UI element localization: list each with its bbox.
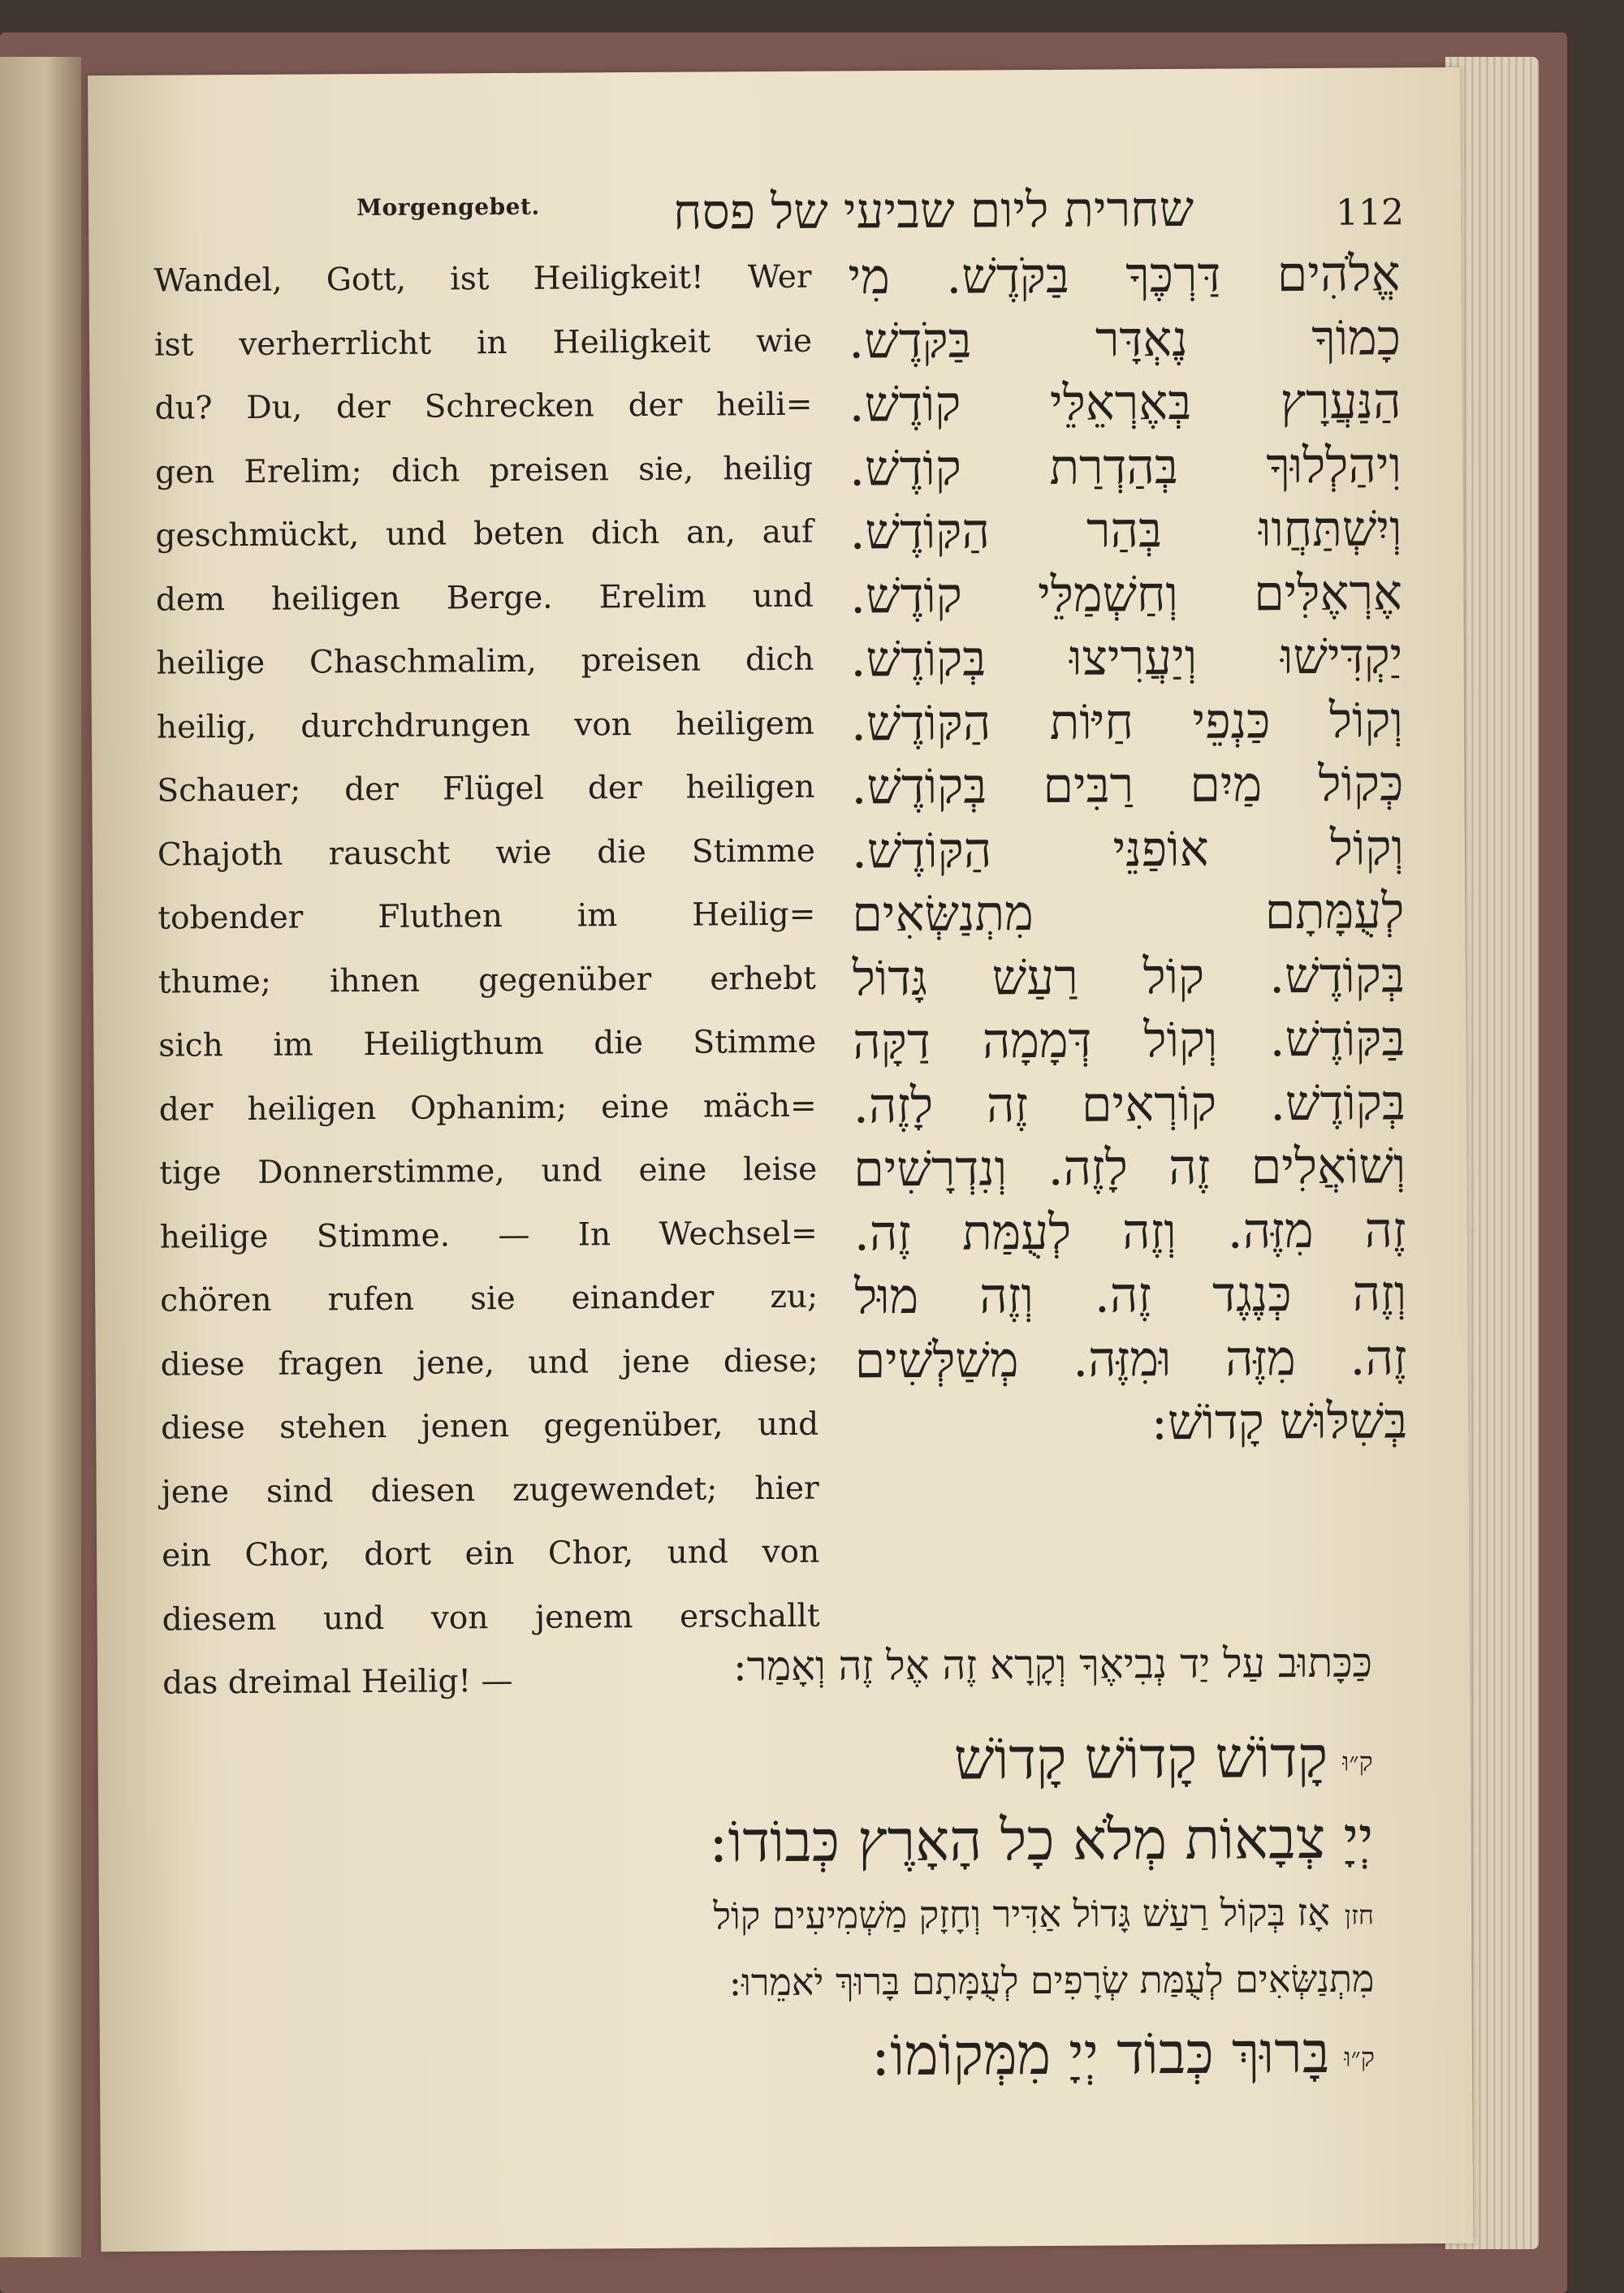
german-line: das dreimal Heilig! — bbox=[162, 1663, 513, 1702]
congregation-marker: ק״וּ bbox=[1344, 2041, 1376, 2073]
hebrew-line: וְקוֹל אוֹפַנֵּי הַקּוֹדֶשׁ. bbox=[851, 818, 1405, 879]
german-line: diese fragen jene, und jene diese; bbox=[160, 1342, 818, 1384]
kedusha-text: בָּרוּךְ כְּבוֹד יְיָ מִמְּקוֹמוֹ: bbox=[870, 2019, 1330, 2089]
german-line: ist verherrlicht in Heiligkeit wie bbox=[153, 322, 813, 364]
kedusha-line-tzevaot: יְיָ צְבָאוֹת מְלֹא כָל הָאָרֶץ כְּבוֹדוֹ: bbox=[708, 1804, 1374, 1876]
kedusha-block bbox=[292, 1717, 1375, 2100]
kedusha-text: אָז בְּקוֹל רַעַשׁ גָּדוֹל אַדִּיר וְחָזָק מַשְׁמִיעִים קוֹל bbox=[713, 1889, 1331, 1938]
german-line: der heiligen Ophanim; eine mäch= bbox=[158, 1087, 817, 1129]
german-line: chören rufen sie einander zu; bbox=[160, 1278, 818, 1319]
german-line: jene sind diesen zugewendet; hier bbox=[161, 1470, 819, 1511]
congregation-marker: ק״וּ bbox=[1342, 1746, 1373, 1777]
hebrew-line: וְיִשְׁתַּחֲווּ בְּהַר הַקּוֹדֶשׁ. bbox=[849, 500, 1402, 561]
kedusha-line-baruch bbox=[295, 2012, 1376, 2100]
hebrew-line: וְשׁוֹאֲלִים זֶה לָזֶה. וְנִדְרָשִׁים bbox=[853, 1138, 1406, 1198]
german-line: heilige Chaschmalim, preisen dich bbox=[156, 641, 814, 682]
hebrew-line: וְזֶה כְּנֶגֶד זֶה. וְזֶה מוּל bbox=[854, 1265, 1407, 1326]
hebrew-line: זֶה מִזֶּה. וְזֶה לְעֻמַּת זֶה. bbox=[853, 1201, 1406, 1262]
hebrew-prayer-column bbox=[848, 242, 1407, 1457]
german-line: dem heiligen Berge. Erelim und bbox=[155, 577, 814, 619]
left-page-edge bbox=[0, 57, 81, 2257]
hebrew-line: אֶרְאֶלִּים וְחַשְׁמַלֵּי קוֹדֶשׁ. bbox=[849, 564, 1403, 624]
german-line: tige Donnerstimme, und eine leise bbox=[159, 1151, 818, 1192]
german-line: diesem und von jenem erschallt bbox=[162, 1597, 820, 1639]
german-translation-column bbox=[153, 246, 820, 1716]
page-number: 112 bbox=[1335, 192, 1405, 234]
hebrew-line: לְעֻמָּתָם מִתְנַשְּׂאִים bbox=[852, 883, 1405, 944]
hebrew-line: וְקוֹל כַּנְפֵי חַיּוֹת הַקּוֹדֶשׁ. bbox=[850, 691, 1404, 752]
chazzan-marker: חזן bbox=[1344, 1899, 1374, 1931]
hebrew-line: הַנַּעֲרָץ בְּאֶרְאֵלֵּי קוֹדֶשׁ. bbox=[849, 373, 1402, 434]
german-line: heilige Stimme. — In Wechsel= bbox=[159, 1215, 818, 1256]
kedusha-line-kadosh bbox=[292, 1717, 1373, 1804]
hebrew-line: כְּקוֹל מַיִם רַבִּים בְּקוֹדֶשׁ. bbox=[851, 755, 1404, 816]
hebrew-line: זֶה. מִזֶּה וּמִזֶּה. מְשַׁלְּשִׁים bbox=[854, 1328, 1407, 1389]
hebrew-line: וִיהַלְלוּךָ בְּהַדְרַת קוֹדֶשׁ. bbox=[849, 436, 1402, 497]
hebrew-line: אֱלֹהִים דַּרְכֶּךָ בַּקֹּדֶשׁ. מִי bbox=[848, 245, 1401, 306]
german-line: Chajoth rauscht wie die Stimme bbox=[157, 832, 816, 874]
hebrew-line: יַקְדִּישׁוּ וְיַעֲרִיצוּ בְּקוֹדֶשׁ. bbox=[850, 628, 1403, 689]
running-head-right bbox=[673, 179, 1404, 240]
running-head-hebrew: שחרית ליום שביעי של פסח bbox=[672, 180, 1194, 241]
hebrew-line: בַּקּוֹדֶשׁ. וְקוֹל דְּמָמָה דַקָּה bbox=[853, 1010, 1406, 1071]
german-line: diese stehen jenen gegenüber, und bbox=[161, 1406, 819, 1447]
kedusha-line-mitnasim: מִתְנַשְּׂאִים לְעֻמַּת שְׂרָפִים לְעֻמָּתָם בָּרוּךְ יֹאמֵרוּ: bbox=[728, 1956, 1375, 2005]
hebrew-line: כָמוֹךָ נֶאְדָּר בַּקֹּדֶשׁ. bbox=[848, 309, 1402, 369]
running-head-german: Morgengebet. bbox=[356, 192, 540, 222]
kedusha-line-chazzan bbox=[294, 1879, 1374, 1952]
hebrew-line: בְּשִׁלּוּשׁ קָדוֹשׁ: bbox=[1151, 1393, 1408, 1452]
book-page bbox=[88, 67, 1473, 2252]
german-line: geschmückt, und beten dich an, auf bbox=[155, 513, 814, 555]
german-line: sich im Heiligthum die Stimme bbox=[158, 1023, 817, 1064]
kedusha-text: קָדוֹשׁ קָדוֹשׁ קָדוֹשׁ bbox=[953, 1723, 1328, 1793]
german-line: heilig, durchdrungen von heiligem bbox=[156, 705, 815, 746]
german-line: gen Erelim; dich preisen sie, heilig bbox=[154, 450, 814, 491]
german-line: Wandel, Gott, ist Heiligkeit! Wer bbox=[153, 258, 812, 300]
german-line: tobender Fluthen im Heilig= bbox=[158, 896, 816, 937]
hebrew-line: בְּקוֹדֶשׁ. קוֹל רַעַשׁ גָּדוֹל bbox=[852, 946, 1406, 1007]
german-line: Schauer; der Flügel der heiligen bbox=[157, 768, 815, 810]
hebrew-line: בְּקוֹדֶשׁ. קוֹרְאִים זֶה לָזֶה. bbox=[853, 1073, 1406, 1134]
german-line: ein Chor, dort ein Chor, und von bbox=[162, 1533, 820, 1574]
german-line: thume; ihnen gegenüber erhebt bbox=[158, 960, 816, 1001]
german-line: du? Du, der Schrecken der heili= bbox=[154, 386, 813, 427]
verse-intro: כַּכָּתוּב עַל יַד נְבִיאֶךָ וְקָרָא זֶה אֶל זֶה וְאָמַר: bbox=[732, 1639, 1373, 1691]
